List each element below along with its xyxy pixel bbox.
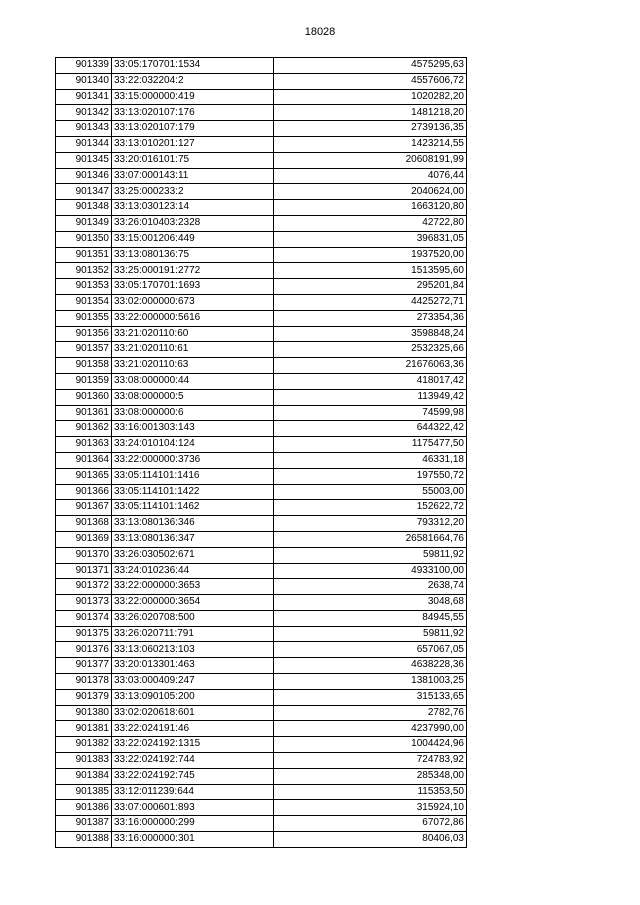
row-id-cell: 901386: [56, 800, 112, 816]
table-row: [56, 721, 467, 737]
table-row: [56, 58, 467, 74]
table-row: [56, 231, 467, 247]
table-row: [56, 642, 467, 658]
table-row: [56, 452, 467, 468]
cadastral-number-cell: 33:05:114101:1416: [112, 468, 274, 484]
table-row: [56, 121, 467, 137]
value-cell: 4575295,63: [274, 58, 467, 74]
row-id-cell: 901379: [56, 689, 112, 705]
table-row: [56, 610, 467, 626]
data-table: [55, 57, 467, 848]
row-id-cell: 901373: [56, 595, 112, 611]
table-row: [56, 342, 467, 358]
value-cell: 1004424,96: [274, 737, 467, 753]
row-id-cell: 901387: [56, 816, 112, 832]
value-cell: 2040624,00: [274, 184, 467, 200]
table-row: [56, 326, 467, 342]
row-id-cell: 901351: [56, 247, 112, 263]
row-id-cell: 901350: [56, 231, 112, 247]
value-cell: 1937520,00: [274, 247, 467, 263]
cadastral-number-cell: 33:22:000000:3736: [112, 452, 274, 468]
table-row: [56, 358, 467, 374]
value-cell: 1381003,25: [274, 674, 467, 690]
value-cell: 4425272,71: [274, 294, 467, 310]
value-cell: 1020282,20: [274, 89, 467, 105]
value-cell: 26581664,76: [274, 531, 467, 547]
cadastral-number-cell: 33:25:000191:2772: [112, 263, 274, 279]
row-id-cell: 901381: [56, 721, 112, 737]
row-id-cell: 901358: [56, 358, 112, 374]
row-id-cell: 901343: [56, 121, 112, 137]
table-row: [56, 768, 467, 784]
value-cell: 67072,86: [274, 816, 467, 832]
value-cell: 2782,76: [274, 705, 467, 721]
table-row: [56, 294, 467, 310]
table-row: [56, 373, 467, 389]
cadastral-number-cell: 33:13:020107:179: [112, 121, 274, 137]
value-cell: 3598848,24: [274, 326, 467, 342]
row-id-cell: 901359: [56, 373, 112, 389]
table-row: [56, 405, 467, 421]
cadastral-number-cell: 33:05:114101:1462: [112, 500, 274, 516]
value-cell: 1513595,60: [274, 263, 467, 279]
cadastral-number-cell: 33:13:060213:103: [112, 642, 274, 658]
row-id-cell: 901385: [56, 784, 112, 800]
table-row: [56, 674, 467, 690]
value-cell: 4638228,36: [274, 658, 467, 674]
table-row: [56, 800, 467, 816]
value-cell: 418017,42: [274, 373, 467, 389]
cadastral-number-cell: 33:13:030123:14: [112, 200, 274, 216]
cadastral-number-cell: 33:16:000000:299: [112, 816, 274, 832]
table-row: [56, 705, 467, 721]
row-id-cell: 901348: [56, 200, 112, 216]
value-cell: 20608191,99: [274, 152, 467, 168]
row-id-cell: 901355: [56, 310, 112, 326]
row-id-cell: 901371: [56, 563, 112, 579]
cadastral-number-cell: 33:16:001303:143: [112, 421, 274, 437]
table-row: [56, 389, 467, 405]
cadastral-number-cell: 33:13:080136:75: [112, 247, 274, 263]
cadastral-number-cell: 33:13:090105:200: [112, 689, 274, 705]
row-id-cell: 901368: [56, 516, 112, 532]
row-id-cell: 901363: [56, 437, 112, 453]
table-row: [56, 73, 467, 89]
cadastral-number-cell: 33:12:011239:644: [112, 784, 274, 800]
row-id-cell: 901349: [56, 215, 112, 231]
row-id-cell: 901372: [56, 579, 112, 595]
table-row: [56, 595, 467, 611]
page-title: 18028: [304, 26, 336, 38]
value-cell: 55003,00: [274, 484, 467, 500]
row-id-cell: 901339: [56, 58, 112, 74]
row-id-cell: 901388: [56, 832, 112, 848]
cadastral-number-cell: 33:08:000000:44: [112, 373, 274, 389]
cadastral-number-cell: 33:05:170701:1534: [112, 58, 274, 74]
row-id-cell: 901342: [56, 105, 112, 121]
row-id-cell: 901364: [56, 452, 112, 468]
row-id-cell: 901369: [56, 531, 112, 547]
value-cell: 4933100,00: [274, 563, 467, 579]
value-cell: 74599,98: [274, 405, 467, 421]
value-cell: 285348,00: [274, 768, 467, 784]
row-id-cell: 901361: [56, 405, 112, 421]
value-cell: 644322,42: [274, 421, 467, 437]
row-id-cell: 901382: [56, 737, 112, 753]
value-cell: 115353,50: [274, 784, 467, 800]
row-id-cell: 901378: [56, 674, 112, 690]
cadastral-number-cell: 33:13:080136:347: [112, 531, 274, 547]
cadastral-number-cell: 33:26:020708:500: [112, 610, 274, 626]
value-cell: 1423214,55: [274, 136, 467, 152]
cadastral-number-cell: 33:22:024192:1315: [112, 737, 274, 753]
value-cell: 59811,92: [274, 547, 467, 563]
cadastral-number-cell: 33:26:010403:2328: [112, 215, 274, 231]
cadastral-number-cell: 33:02:020618:601: [112, 705, 274, 721]
table-row: [56, 531, 467, 547]
cadastral-number-cell: 33:26:020711:791: [112, 626, 274, 642]
value-cell: 21676063,36: [274, 358, 467, 374]
value-cell: 152622,72: [274, 500, 467, 516]
value-cell: 42722,80: [274, 215, 467, 231]
value-cell: 295201,84: [274, 279, 467, 295]
value-cell: 315924,10: [274, 800, 467, 816]
value-cell: 2739136,35: [274, 121, 467, 137]
table-row: [56, 658, 467, 674]
value-cell: 1175477,50: [274, 437, 467, 453]
table-row: [56, 215, 467, 231]
value-cell: 80406,03: [274, 832, 467, 848]
row-id-cell: 901346: [56, 168, 112, 184]
cadastral-number-cell: 33:22:000000:3653: [112, 579, 274, 595]
table-row: [56, 279, 467, 295]
value-cell: 197550,72: [274, 468, 467, 484]
table-row: [56, 689, 467, 705]
cadastral-number-cell: 33:20:016101:75: [112, 152, 274, 168]
value-cell: 2638,74: [274, 579, 467, 595]
table-row: [56, 484, 467, 500]
row-id-cell: 901341: [56, 89, 112, 105]
cadastral-number-cell: 33:22:032204:2: [112, 73, 274, 89]
table-row: [56, 816, 467, 832]
row-id-cell: 901344: [56, 136, 112, 152]
cadastral-number-cell: 33:03:000409:247: [112, 674, 274, 690]
table-row: [56, 184, 467, 200]
row-id-cell: 901376: [56, 642, 112, 658]
cadastral-number-cell: 33:21:020110:60: [112, 326, 274, 342]
value-cell: 1481218,20: [274, 105, 467, 121]
cadastral-number-cell: 33:05:170701:1693: [112, 279, 274, 295]
cadastral-number-cell: 33:24:010236:44: [112, 563, 274, 579]
cadastral-number-cell: 33:21:020110:63: [112, 358, 274, 374]
cadastral-number-cell: 33:26:030502:671: [112, 547, 274, 563]
value-cell: 4237990,00: [274, 721, 467, 737]
table-row: [56, 500, 467, 516]
table-row: [56, 753, 467, 769]
cadastral-number-cell: 33:16:000000:301: [112, 832, 274, 848]
row-id-cell: 901345: [56, 152, 112, 168]
row-id-cell: 901365: [56, 468, 112, 484]
cadastral-number-cell: 33:05:114101:1422: [112, 484, 274, 500]
cadastral-number-cell: 33:22:024191:46: [112, 721, 274, 737]
table-row: [56, 579, 467, 595]
row-id-cell: 901353: [56, 279, 112, 295]
value-cell: 46331,18: [274, 452, 467, 468]
value-cell: 4076,44: [274, 168, 467, 184]
value-cell: 3048,68: [274, 595, 467, 611]
value-cell: 724783,92: [274, 753, 467, 769]
cadastral-number-cell: 33:07:000143:11: [112, 168, 274, 184]
table-row: [56, 421, 467, 437]
cadastral-number-cell: 33:13:080136:346: [112, 516, 274, 532]
row-id-cell: 901366: [56, 484, 112, 500]
row-id-cell: 901375: [56, 626, 112, 642]
cadastral-number-cell: 33:25:000233:2: [112, 184, 274, 200]
cadastral-number-cell: 33:22:024192:745: [112, 768, 274, 784]
cadastral-number-cell: 33:13:010201:127: [112, 136, 274, 152]
cadastral-number-cell: 33:08:000000:6: [112, 405, 274, 421]
cadastral-number-cell: 33:02:000000:673: [112, 294, 274, 310]
table-row: [56, 563, 467, 579]
cadastral-number-cell: 33:22:024192:744: [112, 753, 274, 769]
table-row: [56, 516, 467, 532]
row-id-cell: 901340: [56, 73, 112, 89]
table-row: [56, 105, 467, 121]
table-row: [56, 247, 467, 263]
cadastral-number-cell: 33:22:000000:3654: [112, 595, 274, 611]
value-cell: 2532325,66: [274, 342, 467, 358]
table-row: [56, 136, 467, 152]
cadastral-number-cell: 33:21:020110:61: [112, 342, 274, 358]
cadastral-number-cell: 33:22:000000:5616: [112, 310, 274, 326]
row-id-cell: 901367: [56, 500, 112, 516]
value-cell: 396831,05: [274, 231, 467, 247]
row-id-cell: 901370: [56, 547, 112, 563]
table-row: [56, 784, 467, 800]
table-row: [56, 200, 467, 216]
table-row: [56, 89, 467, 105]
value-cell: 84945,55: [274, 610, 467, 626]
row-id-cell: 901383: [56, 753, 112, 769]
cadastral-number-cell: 33:15:000000:419: [112, 89, 274, 105]
row-id-cell: 901356: [56, 326, 112, 342]
table-row: [56, 737, 467, 753]
row-id-cell: 901354: [56, 294, 112, 310]
value-cell: 4557606,72: [274, 73, 467, 89]
cadastral-number-cell: 33:15:001206:449: [112, 231, 274, 247]
table-row: [56, 437, 467, 453]
value-cell: 1663120,80: [274, 200, 467, 216]
row-id-cell: 901347: [56, 184, 112, 200]
table-body: [56, 58, 467, 848]
table-row: [56, 263, 467, 279]
table-row: [56, 152, 467, 168]
cadastral-number-cell: 33:08:000000:5: [112, 389, 274, 405]
value-cell: 315133,65: [274, 689, 467, 705]
table-row: [56, 626, 467, 642]
row-id-cell: 901374: [56, 610, 112, 626]
value-cell: 657067,05: [274, 642, 467, 658]
cadastral-number-cell: 33:13:020107:176: [112, 105, 274, 121]
table-row: [56, 168, 467, 184]
cadastral-number-cell: 33:07:000601:893: [112, 800, 274, 816]
cadastral-number-cell: 33:24:010104:124: [112, 437, 274, 453]
table-row: [56, 547, 467, 563]
row-id-cell: 901377: [56, 658, 112, 674]
cadastral-number-cell: 33:20:013301:463: [112, 658, 274, 674]
row-id-cell: 901357: [56, 342, 112, 358]
table-row: [56, 310, 467, 326]
value-cell: 113949,42: [274, 389, 467, 405]
table-row: [56, 468, 467, 484]
row-id-cell: 901352: [56, 263, 112, 279]
value-cell: 59811,92: [274, 626, 467, 642]
table-row: [56, 832, 467, 848]
row-id-cell: 901380: [56, 705, 112, 721]
row-id-cell: 901360: [56, 389, 112, 405]
value-cell: 273354,36: [274, 310, 467, 326]
value-cell: 793312,20: [274, 516, 467, 532]
row-id-cell: 901362: [56, 421, 112, 437]
row-id-cell: 901384: [56, 768, 112, 784]
